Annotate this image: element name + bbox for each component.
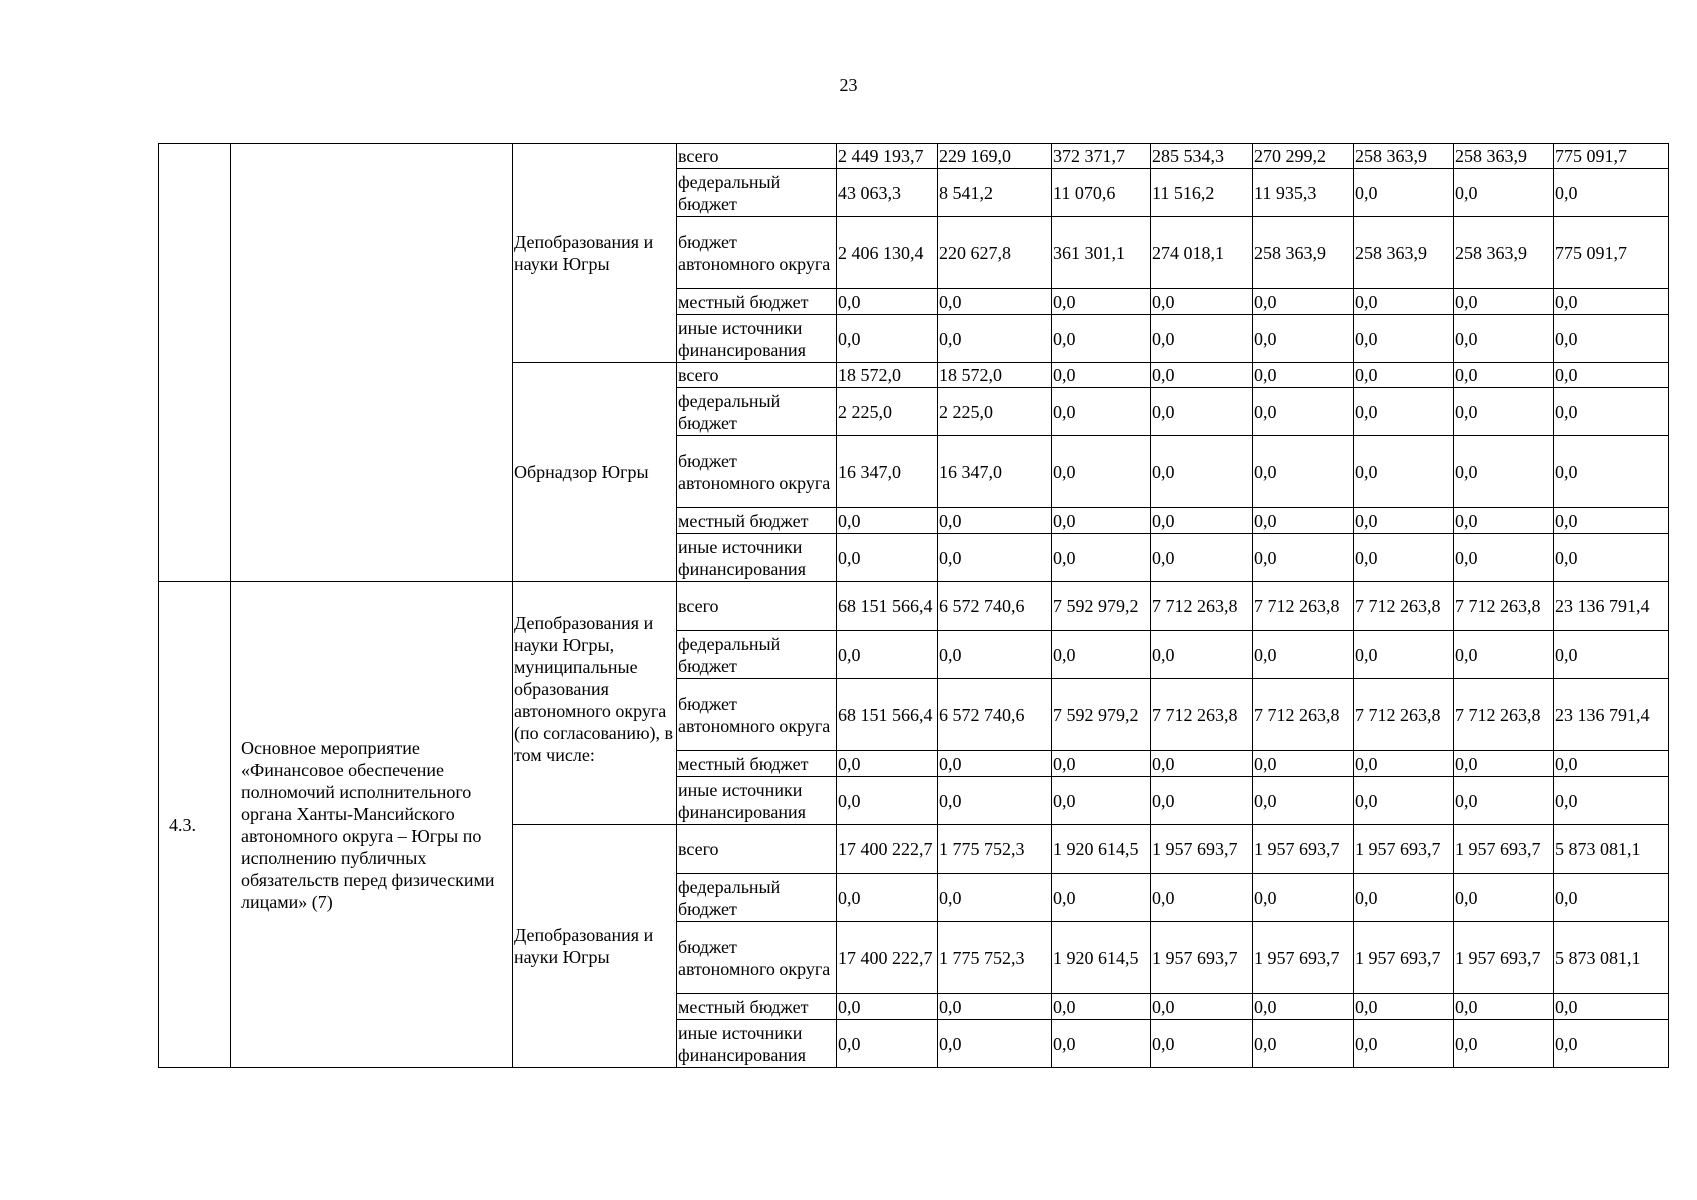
source-federal: федеральный бюджет xyxy=(677,388,837,436)
value-cell: 0,0 xyxy=(938,751,1052,777)
value-cell: 0,0 xyxy=(1151,363,1253,388)
value-cell: 0,0 xyxy=(1253,388,1354,436)
value-cell: 1 920 614,5 xyxy=(1052,825,1151,874)
value-cell: 7 712 263,8 xyxy=(1354,679,1454,751)
value-cell: 0,0 xyxy=(1354,289,1454,315)
source-federal: федеральный бюджет xyxy=(677,631,837,679)
value-cell: 0,0 xyxy=(1253,289,1354,315)
value-cell: 0,0 xyxy=(1253,751,1354,777)
value-cell: 0,0 xyxy=(1052,631,1151,679)
value-cell: 0,0 xyxy=(1554,315,1669,363)
value-cell: 1 920 614,5 xyxy=(1052,922,1151,994)
value-cell: 0,0 xyxy=(1151,534,1253,582)
value-cell: 0,0 xyxy=(1354,169,1454,217)
value-cell: 0,0 xyxy=(1554,436,1669,508)
value-cell: 0,0 xyxy=(1354,315,1454,363)
value-cell: 0,0 xyxy=(938,289,1052,315)
value-cell: 0,0 xyxy=(1151,508,1253,534)
value-cell: 0,0 xyxy=(938,631,1052,679)
value-cell: 0,0 xyxy=(837,777,938,825)
source-local: местный бюджет xyxy=(677,751,837,777)
value-cell: 0,0 xyxy=(1253,994,1354,1020)
value-cell: 0,0 xyxy=(1554,631,1669,679)
value-cell: 0,0 xyxy=(1354,1020,1454,1068)
value-cell: 775 091,7 xyxy=(1554,217,1669,289)
value-cell: 0,0 xyxy=(1354,631,1454,679)
value-cell: 0,0 xyxy=(837,534,938,582)
source-total: всего xyxy=(677,582,837,631)
value-cell: 274 018,1 xyxy=(1151,217,1253,289)
value-cell: 0,0 xyxy=(1454,631,1554,679)
value-cell: 0,0 xyxy=(1253,777,1354,825)
activity-name: Основное мероприятие «Финансовое обеспечение полномочий исполнительного органа Ханты-Мансийского автономного округа – Югры по исполнению публичных обязательств перед физическими лицами» (7) xyxy=(231,582,513,1068)
value-cell: 0,0 xyxy=(837,631,938,679)
value-cell: 2 406 130,4 xyxy=(837,217,938,289)
value-cell: 0,0 xyxy=(1151,1020,1253,1068)
value-cell: 0,0 xyxy=(1354,874,1454,922)
value-cell: 0,0 xyxy=(1052,289,1151,315)
value-cell: 0,0 xyxy=(837,315,938,363)
value-cell: 0,0 xyxy=(1052,874,1151,922)
value-cell: 0,0 xyxy=(1554,508,1669,534)
value-cell: 258 363,9 xyxy=(1354,217,1454,289)
value-cell: 43 063,3 xyxy=(837,169,938,217)
value-cell: 0,0 xyxy=(837,289,938,315)
value-cell: 1 957 693,7 xyxy=(1253,922,1354,994)
value-cell: 0,0 xyxy=(1554,289,1669,315)
value-cell: 0,0 xyxy=(938,777,1052,825)
value-cell: 7 712 263,8 xyxy=(1454,679,1554,751)
value-cell: 1 957 693,7 xyxy=(1354,825,1454,874)
source-total: всего xyxy=(677,825,837,874)
value-cell: 220 627,8 xyxy=(938,217,1052,289)
value-cell: 0,0 xyxy=(1052,436,1151,508)
value-cell: 11 516,2 xyxy=(1151,169,1253,217)
value-cell: 0,0 xyxy=(1354,388,1454,436)
table-row xyxy=(159,582,1669,631)
value-cell: 0,0 xyxy=(1354,777,1454,825)
value-cell: 0,0 xyxy=(1554,388,1669,436)
source-okrug: бюджет автономного округа xyxy=(677,217,837,289)
value-cell: 258 363,9 xyxy=(1454,144,1554,169)
value-cell: 0,0 xyxy=(1554,534,1669,582)
value-cell: 17 400 222,7 xyxy=(837,825,938,874)
value-cell: 0,0 xyxy=(1253,315,1354,363)
value-cell: 0,0 xyxy=(1454,388,1554,436)
source-other: иные источники финансирования xyxy=(677,315,837,363)
value-cell: 0,0 xyxy=(1454,315,1554,363)
value-cell: 0,0 xyxy=(1253,508,1354,534)
value-cell: 1 957 693,7 xyxy=(1151,922,1253,994)
value-cell: 8 541,2 xyxy=(938,169,1052,217)
value-cell: 0,0 xyxy=(1554,994,1669,1020)
value-cell: 0,0 xyxy=(1151,777,1253,825)
value-cell: 285 534,3 xyxy=(1151,144,1253,169)
empty-number-cell xyxy=(159,144,231,582)
value-cell: 17 400 222,7 xyxy=(837,922,938,994)
source-federal: федеральный бюджет xyxy=(677,169,837,217)
value-cell: 7 712 263,8 xyxy=(1253,679,1354,751)
value-cell: 258 363,9 xyxy=(1354,144,1454,169)
value-cell: 0,0 xyxy=(938,1020,1052,1068)
table-row xyxy=(159,144,1669,169)
value-cell: 0,0 xyxy=(1253,874,1354,922)
source-local: местный бюджет xyxy=(677,508,837,534)
value-cell: 1 957 693,7 xyxy=(1253,825,1354,874)
value-cell: 0,0 xyxy=(837,508,938,534)
value-cell: 0,0 xyxy=(1052,388,1151,436)
value-cell: 68 151 566,4 xyxy=(837,582,938,631)
value-cell: 0,0 xyxy=(1151,315,1253,363)
value-cell: 372 371,7 xyxy=(1052,144,1151,169)
value-cell: 6 572 740,6 xyxy=(938,582,1052,631)
activity-number: 4.3. xyxy=(159,582,231,1068)
value-cell: 1 775 752,3 xyxy=(938,922,1052,994)
value-cell: 0,0 xyxy=(1454,777,1554,825)
source-okrug: бюджет автономного округа xyxy=(677,436,837,508)
value-cell: 16 347,0 xyxy=(837,436,938,508)
value-cell: 1 957 693,7 xyxy=(1454,825,1554,874)
value-cell: 7 712 263,8 xyxy=(1151,679,1253,751)
value-cell: 5 873 081,1 xyxy=(1554,825,1669,874)
value-cell: 0,0 xyxy=(1151,994,1253,1020)
value-cell: 0,0 xyxy=(1354,508,1454,534)
value-cell: 0,0 xyxy=(837,994,938,1020)
value-cell: 0,0 xyxy=(1052,363,1151,388)
source-okrug: бюджет автономного округа xyxy=(677,922,837,994)
source-federal: федеральный бюджет xyxy=(677,874,837,922)
value-cell: 0,0 xyxy=(1454,169,1554,217)
value-cell: 0,0 xyxy=(1454,1020,1554,1068)
source-total: всего xyxy=(677,363,837,388)
value-cell: 258 363,9 xyxy=(1454,217,1554,289)
value-cell: 5 873 081,1 xyxy=(1554,922,1669,994)
value-cell: 0,0 xyxy=(837,874,938,922)
value-cell: 6 572 740,6 xyxy=(938,679,1052,751)
value-cell: 258 363,9 xyxy=(1253,217,1354,289)
value-cell: 0,0 xyxy=(1454,508,1554,534)
value-cell: 0,0 xyxy=(938,874,1052,922)
value-cell: 11 070,6 xyxy=(1052,169,1151,217)
value-cell: 0,0 xyxy=(1253,363,1354,388)
value-cell: 361 301,1 xyxy=(1052,217,1151,289)
value-cell: 7 712 263,8 xyxy=(1454,582,1554,631)
value-cell: 0,0 xyxy=(1454,289,1554,315)
value-cell: 23 136 791,4 xyxy=(1554,679,1669,751)
value-cell: 0,0 xyxy=(837,751,938,777)
value-cell: 0,0 xyxy=(1052,777,1151,825)
value-cell: 7 592 979,2 xyxy=(1052,679,1151,751)
value-cell: 0,0 xyxy=(1354,436,1454,508)
value-cell: 775 091,7 xyxy=(1554,144,1669,169)
value-cell: 16 347,0 xyxy=(938,436,1052,508)
value-cell: 0,0 xyxy=(1354,994,1454,1020)
value-cell: 0,0 xyxy=(1454,874,1554,922)
value-cell: 1 957 693,7 xyxy=(1151,825,1253,874)
value-cell: 0,0 xyxy=(1052,508,1151,534)
value-cell: 0,0 xyxy=(938,534,1052,582)
executor-cell: Депобразования и науки Югры xyxy=(513,144,677,363)
value-cell: 0,0 xyxy=(1253,534,1354,582)
value-cell: 2 449 193,7 xyxy=(837,144,938,169)
value-cell: 0,0 xyxy=(1354,534,1454,582)
value-cell: 0,0 xyxy=(1454,751,1554,777)
source-okrug: бюджет автономного округа xyxy=(677,679,837,751)
executor-cell: Обрнадзор Югры xyxy=(513,363,677,582)
value-cell: 1 957 693,7 xyxy=(1454,922,1554,994)
value-cell: 0,0 xyxy=(938,508,1052,534)
value-cell: 0,0 xyxy=(837,1020,938,1068)
value-cell: 0,0 xyxy=(1052,534,1151,582)
value-cell: 1 775 752,3 xyxy=(938,825,1052,874)
value-cell: 0,0 xyxy=(1554,874,1669,922)
value-cell: 68 151 566,4 xyxy=(837,679,938,751)
value-cell: 0,0 xyxy=(1052,751,1151,777)
value-cell: 18 572,0 xyxy=(837,363,938,388)
empty-name-cell xyxy=(231,144,513,582)
value-cell: 0,0 xyxy=(1151,874,1253,922)
value-cell: 2 225,0 xyxy=(837,388,938,436)
executor-cell: Депобразования и науки Югры, муниципальные образования автономного округа (по согласованию), в том числе: xyxy=(513,582,677,825)
source-other: иные источники финансирования xyxy=(677,534,837,582)
value-cell: 0,0 xyxy=(1554,751,1669,777)
value-cell: 0,0 xyxy=(938,994,1052,1020)
value-cell: 2 225,0 xyxy=(938,388,1052,436)
value-cell: 0,0 xyxy=(1454,534,1554,582)
value-cell: 11 935,3 xyxy=(1253,169,1354,217)
source-local: местный бюджет xyxy=(677,994,837,1020)
executor-cell: Депобразования и науки Югры xyxy=(513,825,677,1068)
value-cell: 0,0 xyxy=(1454,363,1554,388)
value-cell: 0,0 xyxy=(1052,994,1151,1020)
value-cell: 0,0 xyxy=(938,315,1052,363)
value-cell: 7 712 263,8 xyxy=(1354,582,1454,631)
value-cell: 0,0 xyxy=(1151,751,1253,777)
value-cell: 0,0 xyxy=(1554,777,1669,825)
source-other: иные источники финансирования xyxy=(677,1020,837,1068)
source-total: всего xyxy=(677,144,837,169)
value-cell: 0,0 xyxy=(1454,994,1554,1020)
value-cell: 0,0 xyxy=(1253,631,1354,679)
value-cell: 270 299,2 xyxy=(1253,144,1354,169)
value-cell: 0,0 xyxy=(1253,1020,1354,1068)
value-cell: 18 572,0 xyxy=(938,363,1052,388)
value-cell: 229 169,0 xyxy=(938,144,1052,169)
page-number: 23 xyxy=(839,75,858,95)
value-cell: 0,0 xyxy=(1151,289,1253,315)
value-cell: 0,0 xyxy=(1151,436,1253,508)
value-cell: 7 592 979,2 xyxy=(1052,582,1151,631)
value-cell: 0,0 xyxy=(1052,315,1151,363)
value-cell: 0,0 xyxy=(1554,169,1669,217)
value-cell: 7 712 263,8 xyxy=(1151,582,1253,631)
value-cell: 0,0 xyxy=(1151,631,1253,679)
value-cell: 0,0 xyxy=(1454,436,1554,508)
source-other: иные источники финансирования xyxy=(677,777,837,825)
budget-table xyxy=(158,143,1669,1068)
value-cell: 0,0 xyxy=(1354,751,1454,777)
value-cell: 0,0 xyxy=(1052,1020,1151,1068)
value-cell: 23 136 791,4 xyxy=(1554,582,1669,631)
source-local: местный бюджет xyxy=(677,289,837,315)
value-cell: 0,0 xyxy=(1554,363,1669,388)
value-cell: 1 957 693,7 xyxy=(1354,922,1454,994)
value-cell: 0,0 xyxy=(1354,363,1454,388)
table-body xyxy=(159,144,1669,1068)
value-cell: 0,0 xyxy=(1253,436,1354,508)
value-cell: 7 712 263,8 xyxy=(1253,582,1354,631)
value-cell: 0,0 xyxy=(1554,1020,1669,1068)
value-cell: 0,0 xyxy=(1151,388,1253,436)
